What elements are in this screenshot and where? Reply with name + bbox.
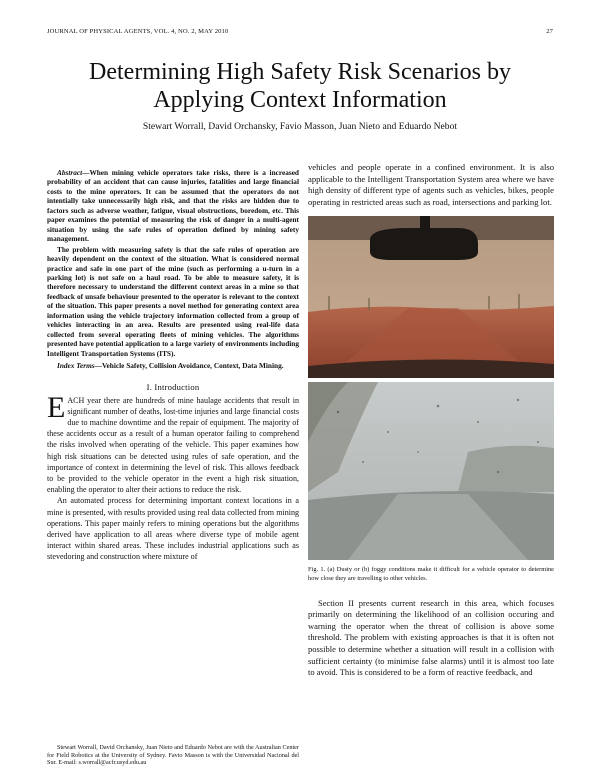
section-heading-introduction: I. Introduction	[146, 381, 200, 392]
abstract-text-1: —When mining vehicle operators take risks, there is a increased probability of an accident that can cause injuries, fatalities and large financial costs to the mine operators. It can be assumed that the operators do not intentially take unnecessarily high risk, and that the risks are hidden due to factors such as adverse weather, fatigue, visual obstructions, boredom, etc. This paper examines the potential of measuring the risk of danger in a multi-agent situation by using the safe rules of operation defined by mining safety management.	[47, 168, 299, 244]
section-2-overview-paragraph: Section II presents current research in this area, which focuses primarily on determining the likelihood of an collision occuring and warning the operator when the threat of collision is above some threshold. The problem with existing approaches is that it is often not possible to determine whether a situation will result in a collision with sufficient certainty (to minimise false alarms) until it is almost too late to avoid. This is considered to be a form of reactive feedback, and	[308, 597, 554, 678]
right-column	[308, 162, 554, 679]
author-footnote: Stewart Worrall, David Orchansky, Juan Nieto and Eduardo Nebot are with the Australian Center for Field Robotics at the University of Sydney. Favio Masson is with the Universidad Nacional del Sur. E-mail: s.worrall@acfr.usyd.edu.au	[47, 744, 299, 767]
running-header	[47, 28, 553, 35]
index-terms-text: —Vehicle Safety, Collision Avoidance, Context, Data Mining.	[94, 361, 284, 371]
introduction-paragraph-2: An automated process for determining important context locations in a mine is presented, with results provided using real data collected from mining operations. This paper mainly refers to mining operations but the algorithms derived have application to all areas where diverse type of mobile agent interact within shared areas. These includes industrial applications such as stevedoring and construction where mixture of	[47, 496, 299, 562]
abstract-label: Abstract	[57, 168, 83, 177]
abstract-paragraph-2: The problem with measuring safety is that the safe rules of operation are heavily dependent on the context of the situation. What is considered normal practice and safe in one part of the mine (such as performing a u-turn in a parking lot) is not safe on a haul road. To be able to measure safety, it is therefore necessary to understand the different context areas in a mine so that feedback of unsafe behaviour presented to the operator is relevant to the context of the situation. This paper presents a novel method for generating context area information using the vehicle trajectory information collected from a group of vehicles interacting in an area. Results are presented using real-life data collected from several operating fleets of mining vehicles. The algorithms presented have potential application to a large variety of environments including Intelligent Transportation Systems (ITS).	[47, 244, 299, 358]
index-terms	[47, 361, 299, 370]
index-terms-label: Index Terms	[57, 361, 95, 371]
figure-1	[308, 216, 554, 583]
page-number: 27	[546, 28, 553, 35]
figure-1a-dusty-road-photo	[308, 216, 554, 378]
title-line-1: Determining High Safety Risk Scenarios by	[89, 59, 511, 85]
author-list: Stewart Worrall, David Orchansky, Favio Masson, Juan Nieto and Eduardo Nebot	[142, 121, 458, 132]
paper-title	[40, 58, 560, 114]
journal-name: JOURNAL OF PHYSICAL AGENTS, VOL. 4, NO. 2, MAY 2010	[47, 28, 229, 35]
abstract	[47, 168, 299, 358]
introduction-body	[47, 390, 299, 563]
right-column-body	[308, 598, 554, 679]
introduction-paragraph-1	[47, 390, 299, 496]
figure-1-caption: Fig. 1. (a) Dusty or (b) foggy conditions make it difficult for a vehicle operator to determine how close they are travelling to other vehicles.	[308, 566, 554, 582]
figure-1b-foggy-road-photo	[308, 382, 554, 560]
continued-paragraph: vehicles and people operate in a confined environment. It is also applicable to the Intelligent Transportation System area where we have high density of different type of agents such as vehicles, bikes, people operating in restricted areas such as road, intersections and parking lot.	[308, 162, 554, 207]
title-line-2: Applying Context Information	[153, 87, 447, 113]
abstract-paragraph-1	[47, 168, 299, 244]
introduction-text-1: ACH year there are hundreds of mine haulage accidents that result in significant number of deaths, lost-time injuries and large financial costs due to machine downtime and the repair of equipment. The majority of these accidents occur as a result of a human operator failing to comprehend the risks involved when operating of the vehicle. This paper examines how high risk situations can be detected using rules of safe operation, and the importance of context in determining the level of risk. This allows feedback to be provided to the vehicle operator in the event a high risk situation, enabling the operator to alter their actions to reduce the risk.	[47, 395, 299, 495]
left-column	[47, 168, 299, 563]
drop-cap: E	[47, 390, 66, 424]
